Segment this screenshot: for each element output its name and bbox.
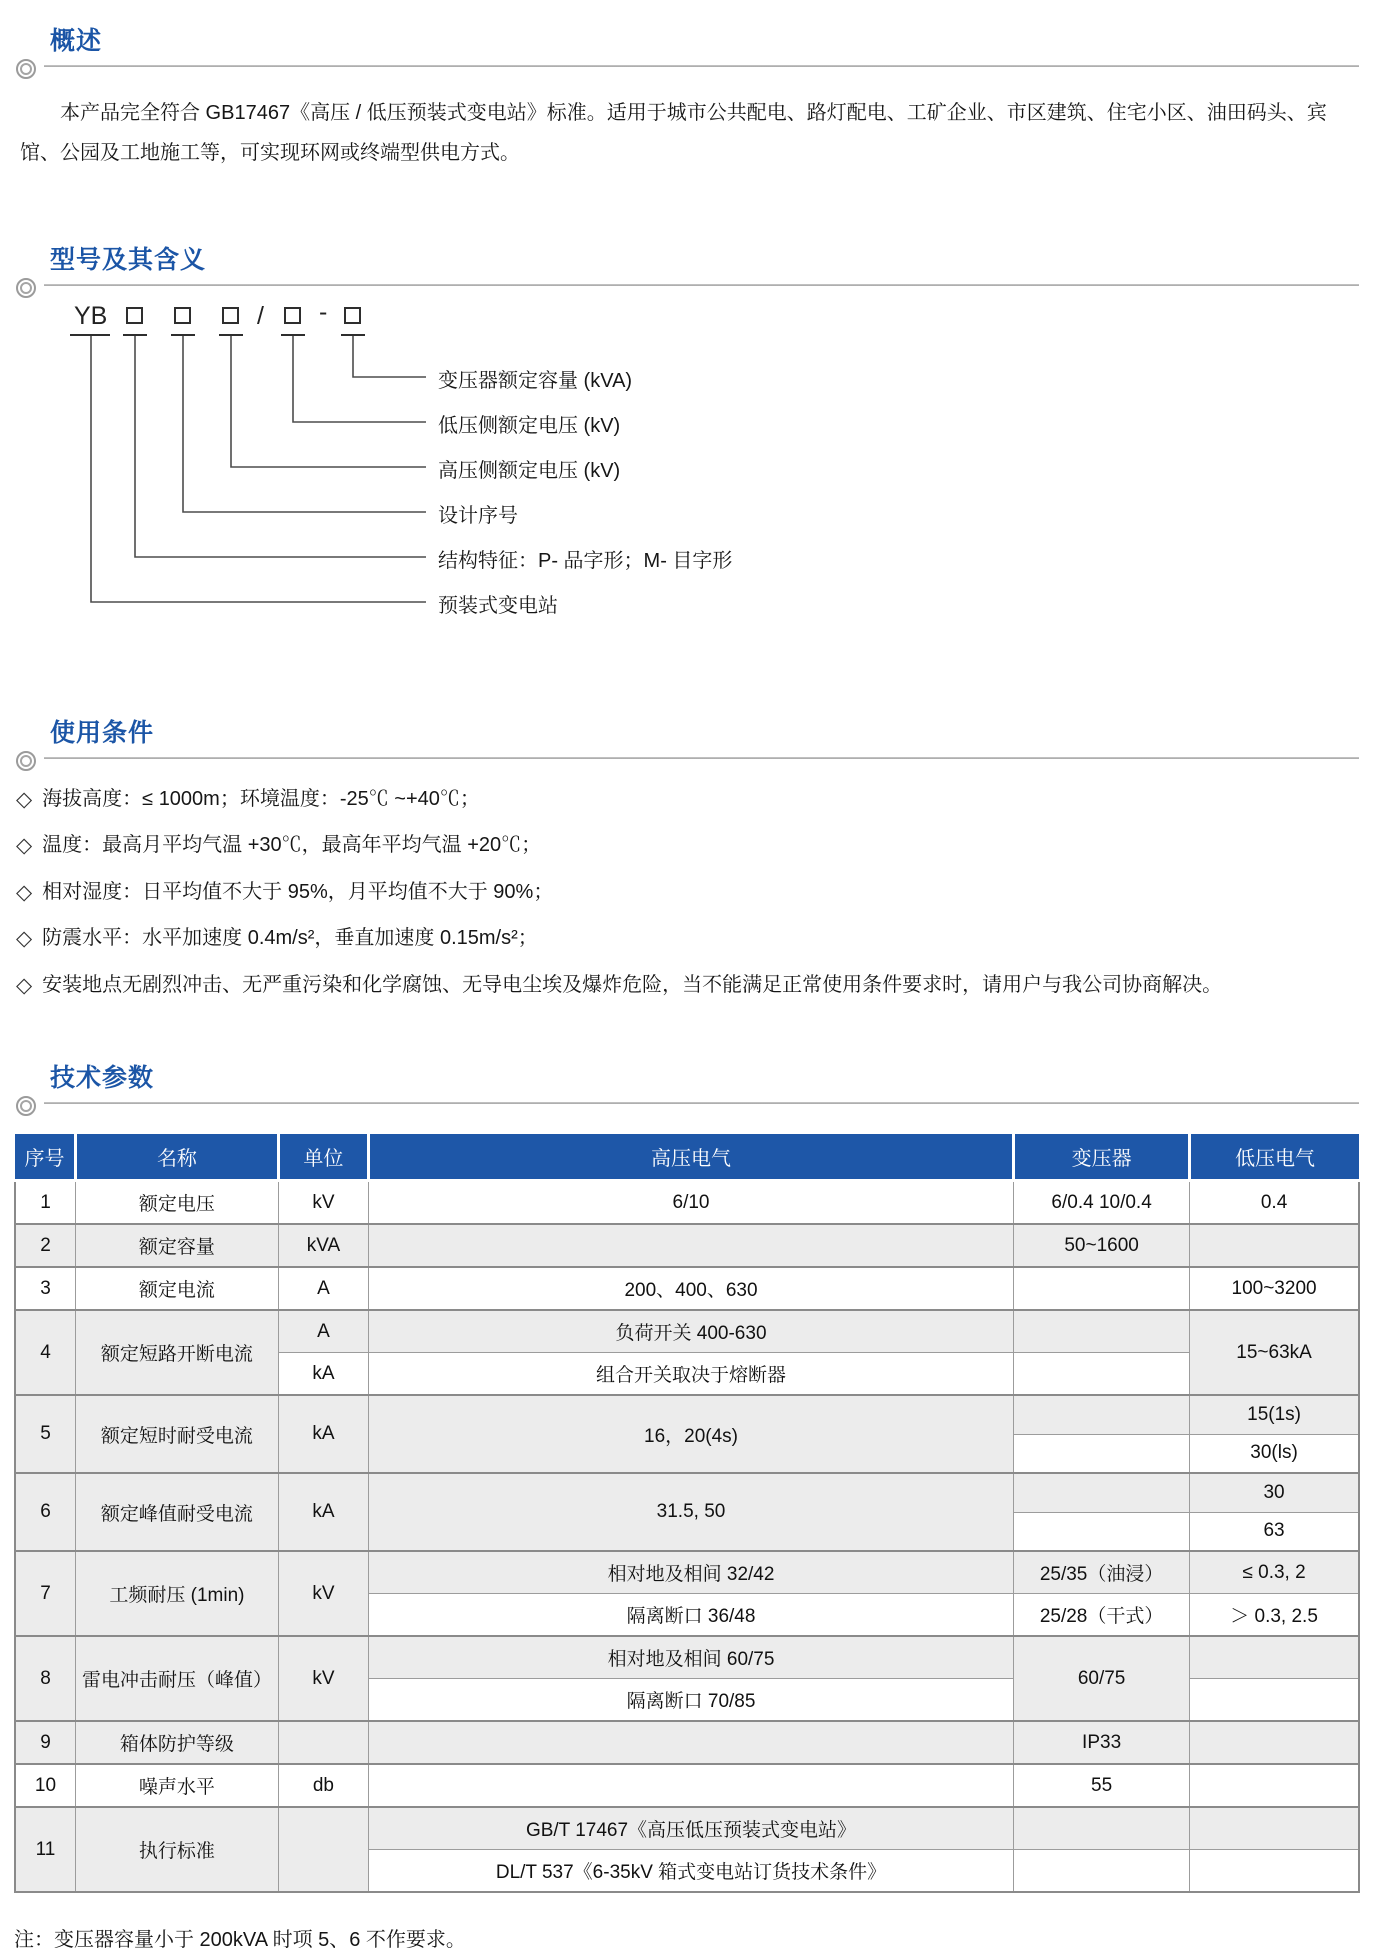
model-dash: - <box>319 298 328 326</box>
spec-row <box>15 1310 1359 1353</box>
model-underline <box>171 334 195 336</box>
diamond-bullet-icon: ◇ <box>16 880 33 904</box>
spec-cell <box>1014 1512 1190 1551</box>
condition-text: 安装地点无剧烈冲击、无严重污染和化学腐蚀、无导电尘埃及爆炸危险，当不能满足正常使用条件要求时，请用户与我公司协商解决。 <box>42 973 1223 996</box>
condition-item <box>16 878 1359 908</box>
section-ring-icon <box>16 278 36 298</box>
spec-cell: 工频耐压 (1min) <box>75 1551 278 1636</box>
spec-cell: 6 <box>15 1473 75 1551</box>
model-label-capacity: 变压器额定容量 (kVA) <box>438 370 633 392</box>
spec-cell: 箱体防护等级 <box>75 1721 278 1764</box>
spec-row <box>15 1721 1359 1764</box>
section-rule <box>44 1102 1359 1104</box>
spec-row <box>15 1764 1359 1807</box>
spec-cell: 额定容量 <box>75 1224 278 1267</box>
spec-cell: 16，20(4s) <box>368 1395 1013 1473</box>
model-label-design-serial: 设计序号 <box>438 505 518 527</box>
model-label-lv-voltage: 低压侧额定电压 (kV) <box>438 415 621 437</box>
spec-cell: ＞ 0.3, 2.5 <box>1190 1594 1359 1637</box>
spec-cell: 执行标准 <box>75 1807 278 1892</box>
spec-cell: 25/35（油浸） <box>1014 1551 1190 1594</box>
section-specs <box>14 1063 1359 1952</box>
conditions-title: 使用条件 <box>50 719 155 747</box>
condition-item <box>16 971 1359 1001</box>
spec-cell <box>1190 1636 1359 1679</box>
spec-cell: kV <box>278 1551 368 1636</box>
model-underline <box>281 334 305 336</box>
spec-cell: 7 <box>15 1551 75 1636</box>
spec-cell: 11 <box>15 1807 75 1892</box>
spec-cell <box>368 1224 1013 1267</box>
condition-text: 温度：最高月平均气温 +30℃，最高年平均气温 +20℃； <box>42 834 542 857</box>
spec-row <box>15 1551 1359 1594</box>
spec-cell <box>1190 1807 1359 1850</box>
spec-cell <box>1014 1473 1190 1512</box>
spec-cell: 4 <box>15 1310 75 1395</box>
spec-row <box>15 1807 1359 1850</box>
model-box <box>284 307 301 324</box>
diamond-bullet-icon: ◇ <box>16 788 33 811</box>
spec-cell: 5 <box>15 1395 75 1473</box>
spec-cell: 10 <box>15 1764 75 1807</box>
spec-cell: 9 <box>15 1721 75 1764</box>
model-label-station: 预装式变电站 <box>438 595 558 617</box>
spec-cell <box>1190 1850 1359 1893</box>
spec-cell: 2 <box>15 1224 75 1267</box>
model-code-diagram <box>14 300 1359 652</box>
spec-cell: kA <box>278 1395 368 1473</box>
spec-cell: 63 <box>1190 1512 1359 1551</box>
spec-cell: 30 <box>1190 1473 1359 1512</box>
condition-item <box>16 924 1359 954</box>
spec-cell <box>1190 1764 1359 1807</box>
spec-row <box>15 1636 1359 1679</box>
spec-row <box>15 1267 1359 1310</box>
model-box <box>126 307 143 324</box>
spec-row <box>15 1395 1359 1434</box>
section-ring-icon <box>16 59 36 79</box>
section-rule <box>44 284 1359 286</box>
model-box <box>222 307 239 324</box>
model-underline <box>123 334 147 336</box>
section-ring-icon <box>16 751 36 771</box>
model-underline <box>70 334 110 336</box>
spec-cell: 30(ls) <box>1190 1434 1359 1473</box>
spec-cell: 15(1s) <box>1190 1395 1359 1434</box>
section-model-code <box>14 245 1359 652</box>
condition-text: 相对湿度：日平均值不大于 95%，月平均值不大于 90%； <box>42 880 554 903</box>
model-header <box>14 245 1359 286</box>
condition-text: 海拔高度：≤ 1000m；环境温度：-25℃ ~+40℃； <box>42 788 480 810</box>
spec-cell: 相对地及相间 60/75 <box>368 1636 1013 1679</box>
model-underline <box>341 334 365 336</box>
model-connector-lines <box>14 300 1360 652</box>
spec-cell <box>1014 1807 1190 1850</box>
model-title: 型号及其含义 <box>50 246 207 274</box>
spec-row <box>15 1473 1359 1512</box>
spec-cell: A <box>278 1310 368 1353</box>
diamond-bullet-icon: ◇ <box>16 834 33 858</box>
spec-cell: db <box>278 1764 368 1807</box>
spec-cell: 6/10 <box>368 1181 1013 1225</box>
spec-cell: GB/T 17467《高压低压预装式变电站》 <box>368 1807 1013 1850</box>
spec-row <box>15 1181 1359 1225</box>
spec-cell: 25/28（干式） <box>1014 1594 1190 1637</box>
spec-cell: 1 <box>15 1181 75 1225</box>
spec-cell: 负荷开关 400-630 <box>368 1310 1013 1353</box>
spec-cell: kV <box>278 1636 368 1721</box>
model-label-structure: 结构特征：P- 品字形；M- 目字形 <box>438 550 733 572</box>
spec-cell: 60/75 <box>1014 1636 1190 1721</box>
spec-cell <box>1190 1224 1359 1267</box>
spec-cell: 6/0.4 10/0.4 <box>1014 1181 1190 1225</box>
spec-cell: 额定峰值耐受电流 <box>75 1473 278 1551</box>
model-slash: / <box>257 302 264 330</box>
spec-cell: 15~63kA <box>1190 1310 1359 1395</box>
spec-cell <box>1014 1434 1190 1473</box>
spec-column-header: 名称 <box>75 1134 278 1181</box>
model-prefix: YB <box>74 302 108 330</box>
spec-cell: 55 <box>1014 1764 1190 1807</box>
spec-cell <box>1014 1395 1190 1434</box>
overview-paragraph: 本产品完全符合 GB17467《高压 / 低压预装式变电站》标准。适用于城市公共配电、路灯配电、工矿企业、市区建筑、住宅小区、油田码头、宾馆、公园及工地施工等，可实现环网或终端型供电方式。 <box>20 102 1327 164</box>
spec-cell: ≤ 0.3, 2 <box>1190 1551 1359 1594</box>
spec-cell: 额定短时耐受电流 <box>75 1395 278 1473</box>
spec-cell: DL/T 537《6-35kV 箱式变电站订货技术条件》 <box>368 1850 1013 1893</box>
spec-cell: 0.4 <box>1190 1181 1359 1225</box>
specs-table <box>14 1134 1360 1893</box>
spec-column-header: 变压器 <box>1014 1134 1190 1181</box>
spec-cell <box>278 1721 368 1764</box>
spec-cell: kVA <box>278 1224 368 1267</box>
overview-header <box>14 26 1359 67</box>
spec-cell: kV <box>278 1181 368 1225</box>
spec-cell: 8 <box>15 1636 75 1721</box>
spec-cell <box>1014 1267 1190 1310</box>
overview-title: 概述 <box>50 27 103 55</box>
diamond-bullet-icon: ◇ <box>16 973 33 997</box>
specs-title: 技术参数 <box>50 1064 155 1093</box>
spec-cell: A <box>278 1267 368 1310</box>
specs-table-body <box>15 1181 1359 1893</box>
model-box <box>174 307 191 324</box>
spec-cell: kA <box>278 1473 368 1551</box>
spec-cell <box>1014 1850 1190 1893</box>
section-rule <box>44 65 1359 67</box>
conditions-list <box>16 785 1359 1001</box>
spec-column-header: 高压电气 <box>368 1134 1013 1181</box>
spec-cell <box>1190 1721 1359 1764</box>
spec-cell <box>368 1764 1013 1807</box>
spec-cell: 额定电流 <box>75 1267 278 1310</box>
spec-row <box>15 1224 1359 1267</box>
spec-cell: kA <box>278 1353 368 1396</box>
spec-cell: 相对地及相间 32/42 <box>368 1551 1013 1594</box>
spec-cell: 31.5, 50 <box>368 1473 1013 1551</box>
spec-cell: 隔离断口 36/48 <box>368 1594 1013 1637</box>
section-rule <box>44 757 1359 759</box>
spec-cell: 3 <box>15 1267 75 1310</box>
spec-cell: 50~1600 <box>1014 1224 1190 1267</box>
spec-cell <box>1190 1679 1359 1722</box>
conditions-header <box>14 718 1359 759</box>
spec-column-header: 序号 <box>15 1134 75 1181</box>
condition-text: 防震水平：水平加速度 0.4m/s²，垂直加速度 0.15m/s²； <box>42 927 538 950</box>
spec-cell: 隔离断口 70/85 <box>368 1679 1013 1722</box>
specs-header <box>14 1063 1359 1104</box>
diamond-bullet-icon: ◇ <box>16 927 33 951</box>
spec-cell: 噪声水平 <box>75 1764 278 1807</box>
spec-cell <box>278 1807 368 1892</box>
section-ring-icon <box>16 1096 36 1116</box>
specs-table-header-row <box>15 1134 1359 1181</box>
spec-cell: 额定电压 <box>75 1181 278 1225</box>
spec-cell: 200、400、630 <box>368 1267 1013 1310</box>
spec-cell: 组合开关取决于熔断器 <box>368 1353 1013 1396</box>
spec-cell <box>1014 1310 1190 1353</box>
spec-cell: 100~3200 <box>1190 1267 1359 1310</box>
spec-cell: 雷电冲击耐压（峰值） <box>75 1636 278 1721</box>
section-overview <box>14 26 1359 173</box>
spec-cell: IP33 <box>1014 1721 1190 1764</box>
section-conditions <box>14 718 1359 1001</box>
spec-column-header: 低压电气 <box>1190 1134 1359 1181</box>
specs-note: 注：变压器容量小于 200kVA 时项 5、6 不作要求。 <box>14 1929 466 1952</box>
spec-cell <box>1014 1353 1190 1396</box>
condition-item <box>16 785 1359 815</box>
model-label-hv-voltage: 高压侧额定电压 (kV) <box>438 460 621 482</box>
model-box <box>344 307 361 324</box>
spec-column-header: 单位 <box>278 1134 368 1181</box>
condition-item <box>16 831 1359 861</box>
spec-cell: 额定短路开断电流 <box>75 1310 278 1395</box>
model-underline <box>219 334 243 336</box>
spec-cell <box>368 1721 1013 1764</box>
